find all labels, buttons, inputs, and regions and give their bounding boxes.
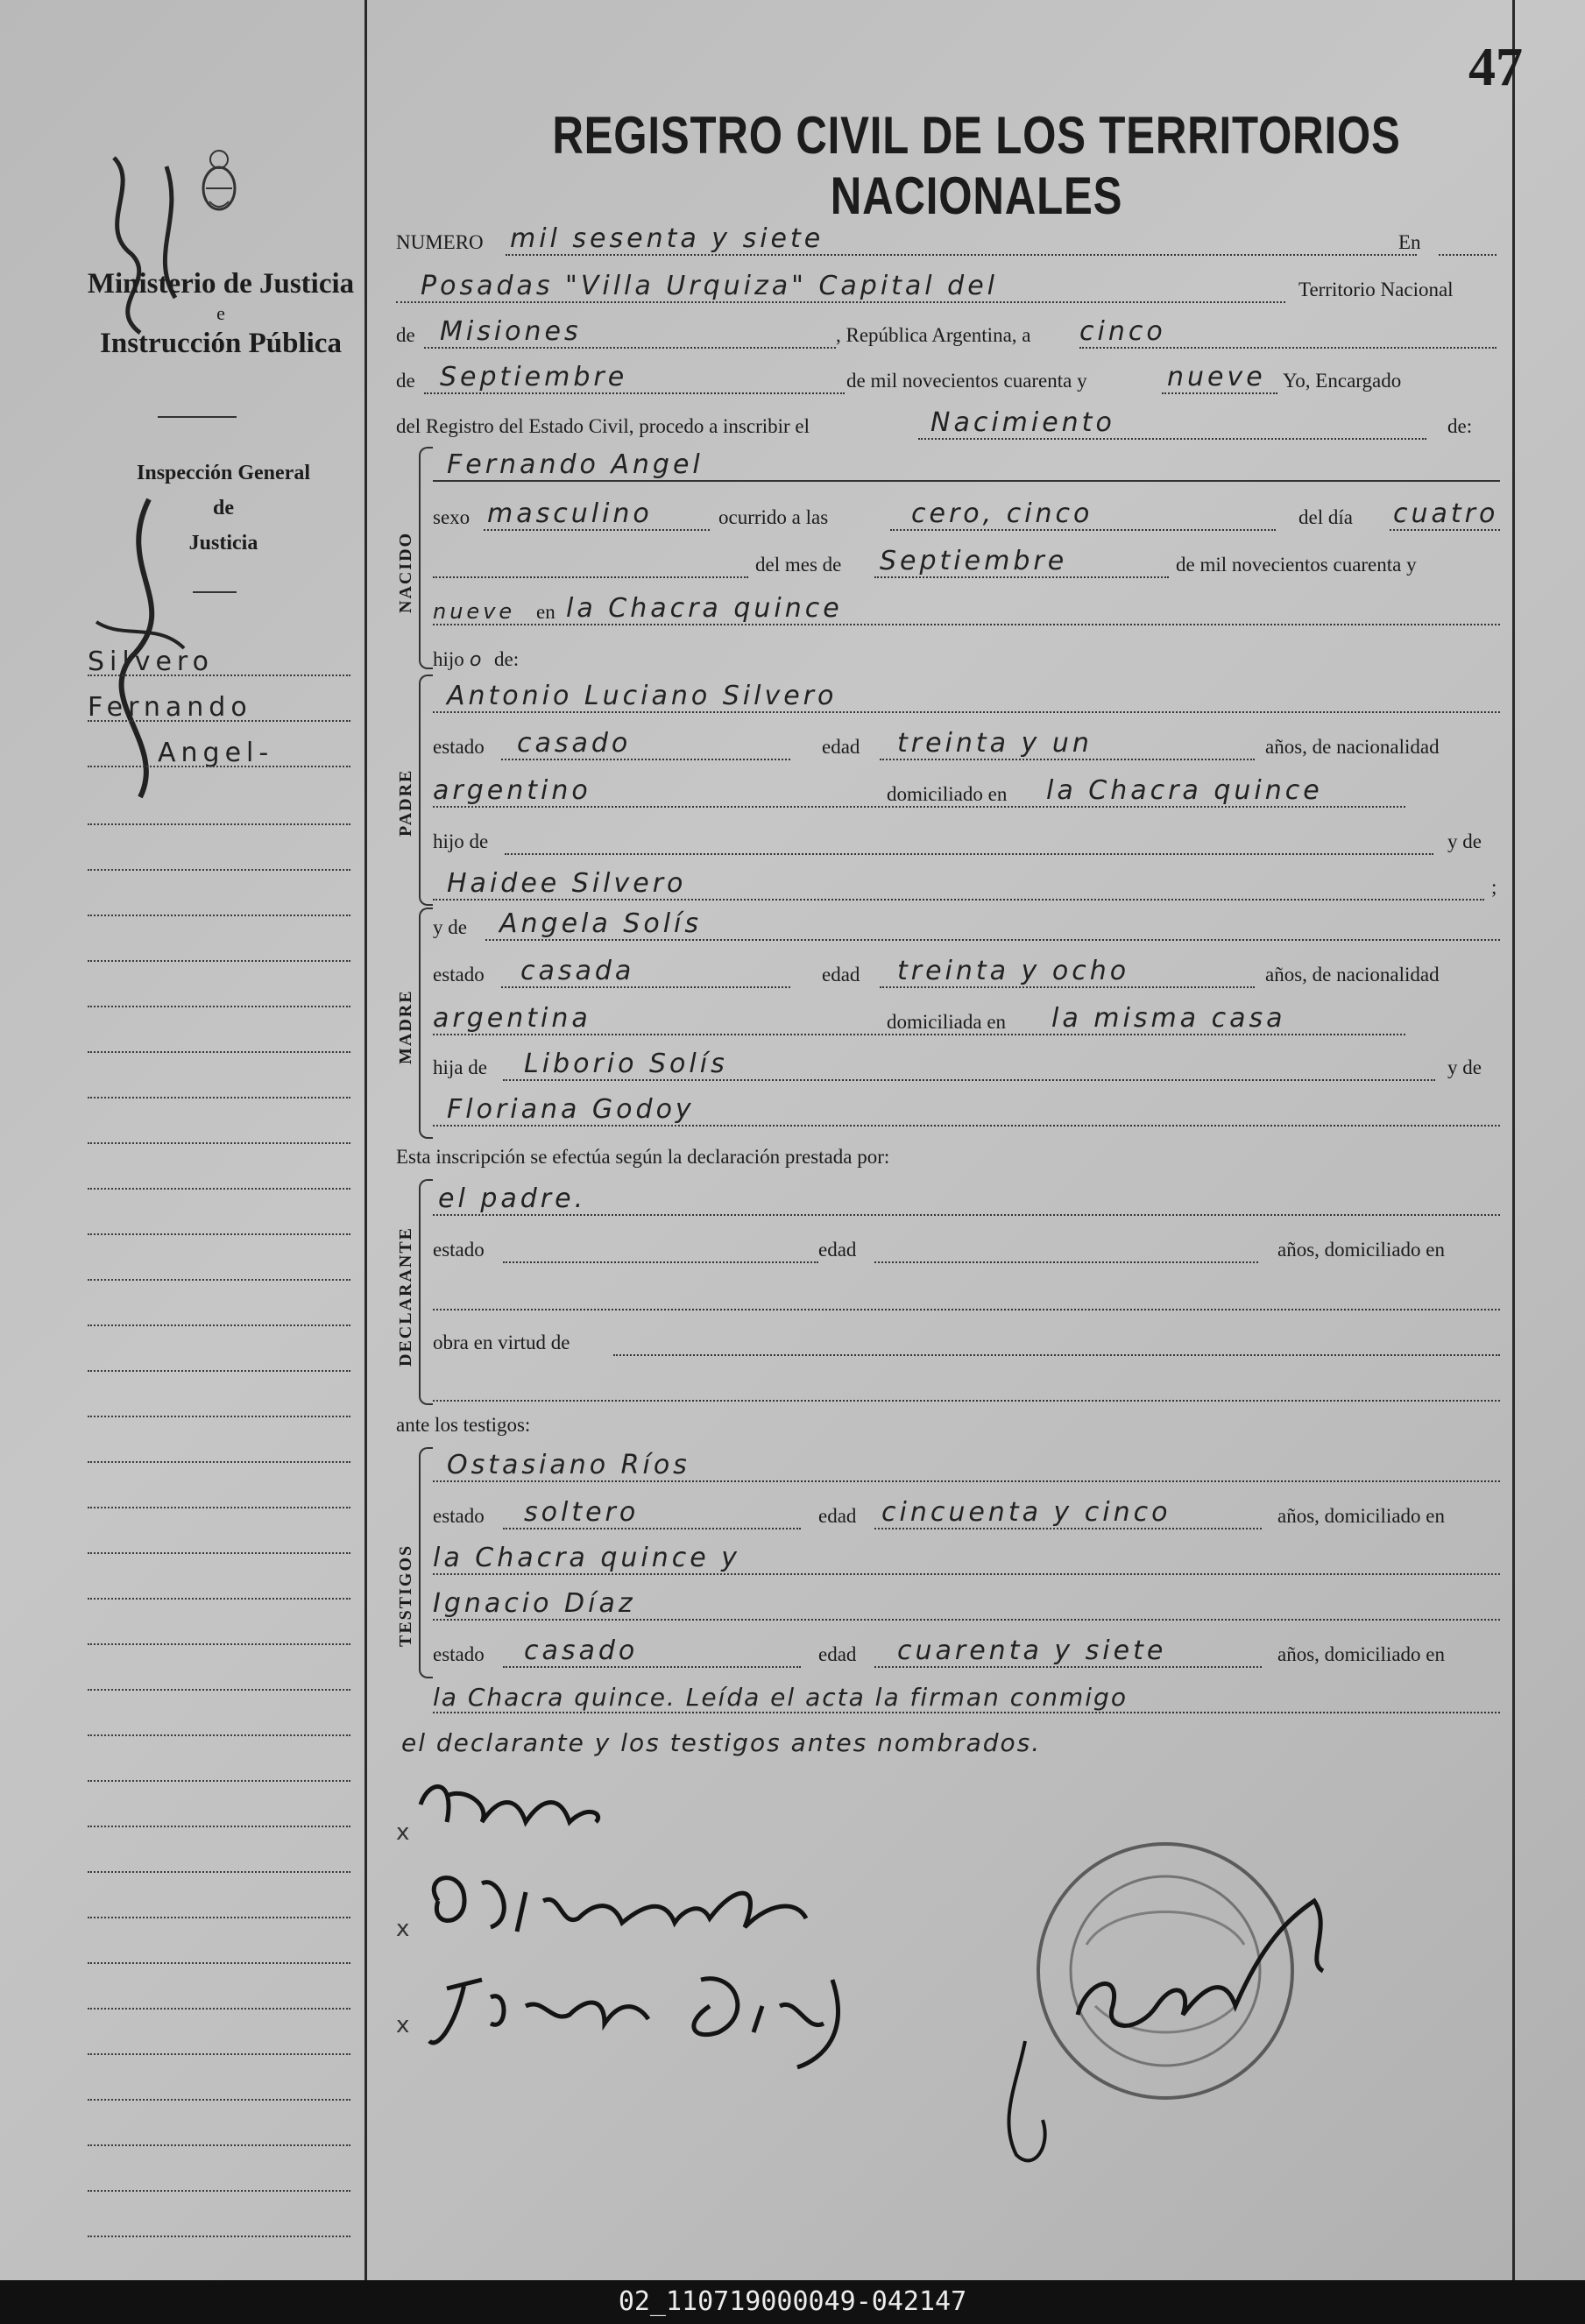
- padre-domicilio-value: la Chacra quince: [1046, 775, 1323, 806]
- witness2-edad-label: edad: [818, 1643, 857, 1665]
- witness-signature-2: [396, 1878, 806, 1942]
- ministry-line2: Instrucción Pública: [100, 328, 342, 359]
- svg-text:x: x: [396, 1916, 410, 1942]
- ministry-heading: [81, 263, 361, 364]
- margin-name-line2: Fernando: [88, 692, 252, 723]
- witness1-estado-label: estado: [433, 1505, 485, 1527]
- en-label: En: [1398, 231, 1421, 253]
- witness1-anos-label: años, domiciliado en: [1277, 1505, 1445, 1527]
- margin-ruled-line: [88, 1416, 350, 1417]
- declarante-extra-row: [433, 1365, 1500, 1405]
- witness2-name-row: [433, 1584, 1500, 1624]
- padre-hijo-field: [505, 818, 1433, 855]
- madre-y-de2-label: y de: [1447, 1056, 1482, 1078]
- margin-column: [0, 0, 368, 2280]
- declarante-edad-label: edad: [818, 1239, 857, 1261]
- margin-ruled-line: [88, 1051, 350, 1053]
- declarante-estado-field: [503, 1226, 818, 1263]
- padre-hijo-label: hijo de: [433, 830, 489, 852]
- declarante-domicilio-field: [433, 1274, 1500, 1310]
- testigos-bracket: [419, 1447, 433, 1678]
- inspeccion-line1: Inspección General: [137, 462, 310, 484]
- witness-signature-3: [396, 1979, 838, 2067]
- padre-name-row: [433, 676, 1500, 717]
- witness2-domicilio-row: [433, 1677, 1500, 1717]
- margin-ruled-line: [88, 1689, 350, 1691]
- declarante-bracket: [419, 1179, 433, 1405]
- madre-edad-value: treinta y ocho: [897, 956, 1130, 986]
- nacido-place-value: la Chacra quince: [566, 593, 843, 624]
- witness2-estado-label: estado: [433, 1643, 485, 1665]
- place-row: [396, 266, 1500, 307]
- padre-parent-value: Haidee Silvero: [447, 868, 687, 899]
- nacido-place-row: [433, 589, 1500, 629]
- month-value: Septiembre: [440, 362, 628, 392]
- declarante-section-label: DECLARANTE: [396, 1226, 415, 1367]
- margin-ruled-line: [88, 1780, 350, 1782]
- act-type-value: Nacimiento: [930, 407, 1115, 438]
- hour-value: cero, cinco: [911, 498, 1093, 529]
- witness-signature-1: [396, 1787, 598, 1846]
- margin-name-line3: Angel-: [158, 738, 274, 768]
- margin-ruled-line: [88, 1962, 350, 1964]
- testigos-section-label: TESTIGOS: [396, 1543, 415, 1647]
- ocurrido-label: ocurrido a las: [718, 506, 829, 528]
- sexo-row: [433, 494, 1500, 534]
- hijo-de-label: de:: [494, 648, 520, 670]
- madre-name-row: [433, 904, 1500, 944]
- del-mes-label: del mes de: [755, 554, 842, 576]
- inspeccion-line2: Justicia: [188, 532, 258, 555]
- ministry-line1: Ministerio de Justicia: [87, 268, 355, 300]
- margin-ruled-line: [88, 2236, 350, 2237]
- margin-ruled-line: [88, 2144, 350, 2146]
- padre-domiciliado-label: domiciliado en: [887, 783, 1008, 805]
- margin-ruled-line: [88, 1324, 350, 1326]
- witness2-estado-row: [433, 1631, 1500, 1671]
- declarante-domicilio-row: [433, 1274, 1500, 1314]
- margin-ruled-line: [88, 869, 350, 871]
- madre-domiciliada-label: domiciliada en: [887, 1011, 1007, 1033]
- declarante-obra-field: [613, 1319, 1500, 1356]
- year-value: nueve: [1167, 362, 1266, 392]
- hijo-row: [433, 636, 1500, 676]
- margin-ruled-line: [88, 823, 350, 825]
- inspeccion-heading: [114, 456, 333, 561]
- witness1-estado-value: soltero: [524, 1497, 640, 1528]
- padre-section-label: PADRE: [396, 768, 415, 837]
- padre-parent-row: [433, 864, 1500, 904]
- del-dia-label: del día: [1298, 506, 1353, 528]
- madre-father-value: Liborio Solís: [524, 1049, 728, 1079]
- nacido-name-value: Fernando Angel: [447, 449, 704, 480]
- margin-name-rule: [88, 720, 350, 722]
- nacido-en-label: en: [536, 601, 555, 623]
- nacido-day-value: cuatro: [1393, 498, 1499, 529]
- nacido-date-row: [433, 541, 1500, 582]
- madre-anos-label: años, de nacionalidad: [1265, 964, 1440, 985]
- padre-estado-row: [433, 724, 1500, 764]
- madre-mother-row: [433, 1090, 1500, 1130]
- svg-text:x: x: [396, 2012, 410, 2038]
- madre-hija-label: hija de: [433, 1056, 487, 1078]
- closing-line: el declarante y los testigos antes nombrados.: [401, 1728, 1042, 1757]
- page-number: 47: [1468, 38, 1523, 97]
- padre-bracket: [419, 675, 433, 906]
- margin-name-line1: Silvero: [88, 646, 214, 677]
- witness2-name-value: Ignacio Díaz: [433, 1588, 636, 1619]
- declaracion-row: [396, 1134, 1500, 1174]
- witness1-name-row: [433, 1445, 1500, 1486]
- ministry-conjunction: e: [216, 302, 225, 324]
- margin-ruled-line: [88, 1370, 350, 1372]
- year-label: de mil novecientos cuarenta y: [846, 370, 1087, 392]
- declaracion-label: Esta inscripción se efectúa según la declaración prestada por:: [396, 1146, 890, 1168]
- hijo-suffix-mark: o: [470, 649, 485, 671]
- margin-ruled-line: [88, 1871, 350, 1873]
- witness2-estado-value: casado: [524, 1635, 639, 1666]
- witness1-edad-label: edad: [818, 1505, 857, 1527]
- place-value: Posadas "Villa Urquiza" Capital del: [421, 271, 999, 301]
- declarante-estado-label: estado: [433, 1239, 485, 1261]
- witness1-domicilio-value: la Chacra quince y: [433, 1543, 740, 1573]
- margin-ruled-line: [88, 1142, 350, 1144]
- madre-y-de-label: y de: [433, 916, 467, 938]
- witness2-edad-value: cuarenta y siete: [897, 1635, 1167, 1666]
- nacido-year-label: de mil novecientos cuarenta y: [1176, 554, 1417, 576]
- declarante-estado-row: [433, 1226, 1500, 1267]
- sexo-label: sexo: [433, 506, 471, 528]
- madre-estado-value: casada: [520, 956, 635, 986]
- yo-label: Yo, Encargado: [1283, 370, 1402, 392]
- padre-y-de-label: y de: [1447, 830, 1482, 852]
- nacido-name-row: [433, 445, 1500, 485]
- margin-ruled-line: [88, 1826, 350, 1827]
- margin-ruled-line: [88, 1734, 350, 1736]
- margin-ruled-line: [88, 2053, 350, 2055]
- padre-edad-label: edad: [822, 736, 860, 758]
- margin-ruled-line: [88, 1188, 350, 1190]
- declarante-obra-row: [433, 1319, 1500, 1360]
- nacido-year-value: nueve: [433, 599, 516, 624]
- margin-ruled-line: [88, 1917, 350, 1918]
- margin-ruled-line: [88, 2099, 350, 2101]
- madre-nacionalidad-value: argentina: [433, 1003, 591, 1034]
- ante-label: ante los testigos:: [396, 1414, 531, 1436]
- closing-row: [396, 1722, 1500, 1762]
- inspeccion-de: de: [213, 497, 234, 519]
- svg-text:x: x: [396, 1819, 410, 1846]
- declarante-anos-label: años, domiciliado en: [1277, 1239, 1445, 1261]
- sexo-value: masculino: [487, 498, 653, 529]
- declarante-name-value: el padre.: [438, 1183, 587, 1214]
- inspeccion-rule: [193, 591, 237, 593]
- margin-ruled-line: [88, 1507, 350, 1508]
- witness1-domicilio-row: [433, 1538, 1500, 1579]
- margin-divider: [364, 0, 367, 2280]
- ministry-rule: [158, 416, 237, 418]
- margin-ruled-line: [88, 1097, 350, 1098]
- date-row: [396, 357, 1500, 398]
- padre-nacionalidad-value: argentino: [433, 775, 591, 806]
- margin-ruled-line: [88, 2008, 350, 2010]
- en-field: [1439, 219, 1497, 256]
- page-title: REGISTRO CIVIL DE LOS TERRITORIOS NACIONALES: [552, 106, 1401, 225]
- nacido-month-value: Septiembre: [880, 546, 1068, 576]
- nacido-section-label: NACIDO: [396, 531, 415, 613]
- declarante-extra-field: [433, 1365, 1500, 1402]
- padre-domicilio-row: [433, 771, 1500, 811]
- province-row: [396, 312, 1500, 352]
- madre-estado-label: estado: [433, 964, 485, 985]
- margin-ruled-line: [88, 1598, 350, 1600]
- declarante-edad-field: [874, 1226, 1258, 1263]
- hijo-label: hijo: [433, 648, 464, 670]
- madre-mother-value: Floriana Godoy: [447, 1094, 695, 1125]
- margin-name-rule: [88, 675, 350, 676]
- margin-ruled-line: [88, 2190, 350, 2192]
- numero-value: mil sesenta y siete: [510, 223, 824, 254]
- signatures-area: [386, 1769, 1525, 2225]
- padre-edad-value: treinta y un: [897, 728, 1093, 759]
- margin-ruled-line: [88, 960, 350, 962]
- numero-row: [396, 219, 1500, 259]
- ante-row: [396, 1402, 1500, 1442]
- witness1-estado-row: [433, 1493, 1500, 1533]
- image-filename: 02_110719000049-042147: [0, 2280, 1585, 2324]
- margin-ruled-line: [88, 1461, 350, 1463]
- republica-label: , República Argentina, a: [836, 324, 1031, 346]
- witness2-anos-label: años, domiciliado en: [1277, 1643, 1445, 1665]
- madre-estado-row: [433, 951, 1500, 992]
- padre-hijo-row: [433, 818, 1500, 858]
- padre-name-value: Antonio Luciano Silvero: [447, 681, 838, 711]
- province-value: Misiones: [440, 316, 582, 347]
- day-value: cinco: [1079, 316, 1166, 347]
- madre-edad-label: edad: [822, 964, 860, 985]
- territorio-label: Territorio Nacional: [1298, 279, 1454, 300]
- padre-semicolon: ;: [1491, 876, 1497, 898]
- registro-label: del Registro del Estado Civil, procedo a inscribir el: [396, 415, 810, 437]
- margin-ruled-line: [88, 1279, 350, 1281]
- margin-ruled-line: [88, 1643, 350, 1645]
- madre-name-value: Angela Solís: [499, 908, 702, 939]
- madre-domicilio-row: [433, 999, 1500, 1039]
- margin-ruled-line: [88, 1552, 350, 1554]
- padre-estado-label: estado: [433, 736, 485, 758]
- declarante-name-field: [433, 1179, 1500, 1216]
- madre-section-label: MADRE: [396, 989, 415, 1064]
- numero-label: NUMERO: [396, 231, 484, 253]
- margin-ruled-line: [88, 915, 350, 916]
- witness2-domicilio-value: la Chacra quince. Leída el acta la firman conmigo: [433, 1683, 1128, 1712]
- witness1-edad-value: cincuenta y cinco: [881, 1497, 1171, 1528]
- padre-estado-value: casado: [517, 728, 632, 759]
- de-colon-label: de:: [1447, 415, 1473, 437]
- de-label: de: [396, 324, 415, 346]
- margin-ruled-line: [88, 1006, 350, 1007]
- de-month-label: de: [396, 370, 415, 392]
- madre-domicilio-value: la misma casa: [1051, 1003, 1286, 1034]
- margin-ruled-line: [88, 1233, 350, 1235]
- declarante-name-row: [433, 1179, 1500, 1219]
- padre-anos-label: años, de nacionalidad: [1265, 736, 1440, 758]
- madre-bracket: [419, 908, 433, 1139]
- coat-of-arms-icon: [197, 140, 241, 219]
- declarante-obra-label: obra en virtud de: [433, 1332, 570, 1353]
- registro-row: [396, 403, 1500, 443]
- madre-hija-row: [433, 1044, 1500, 1084]
- margin-name-rule: [88, 766, 350, 767]
- nacido-bracket: [419, 447, 433, 669]
- witness1-name-value: Ostasiano Ríos: [447, 1450, 690, 1480]
- nacido-blank-field: [433, 541, 748, 578]
